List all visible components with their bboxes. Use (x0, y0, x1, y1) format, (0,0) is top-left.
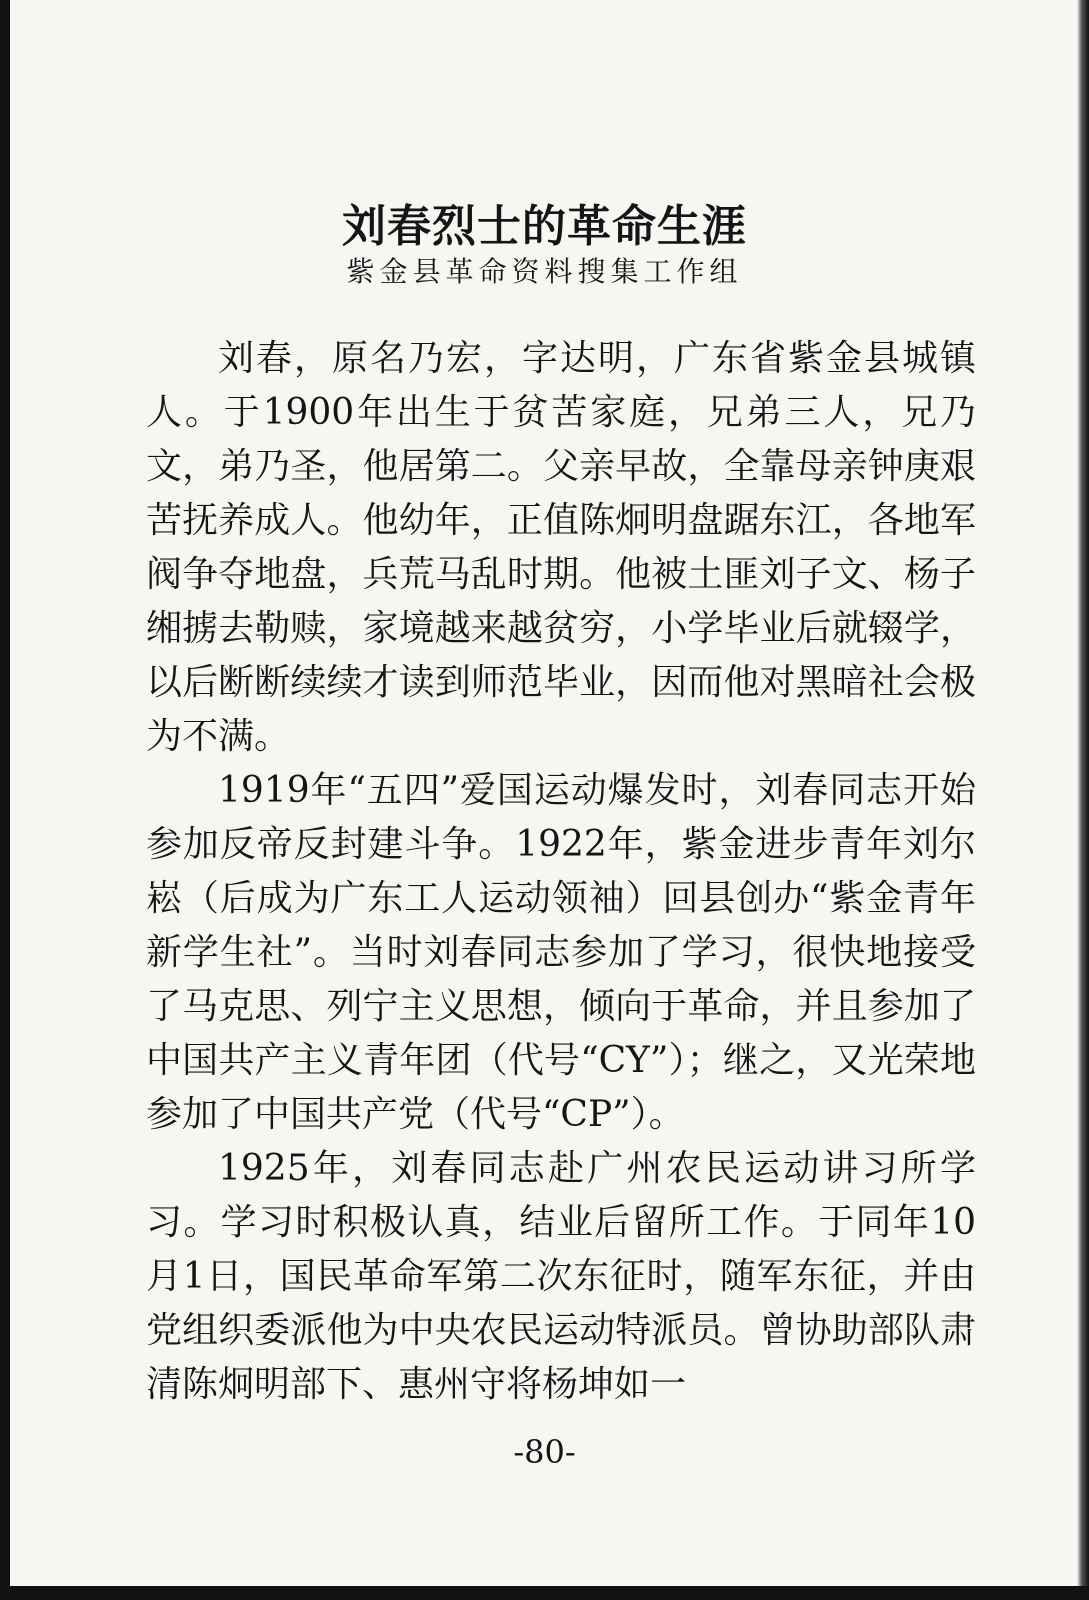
page-number: -80- (513, 1433, 576, 1471)
article-author: 紫金县革命资料搜集工作组 (346, 255, 743, 288)
scan-bottom-edge (0, 1586, 1089, 1600)
article-title: 刘春烈士的革命生涯 (342, 201, 747, 253)
paragraph-1: 刘春，原名乃宏，字达明，广东省紫金县城镇人。于1900年出生于贫苦家庭，兄弟三人，兄乃文，弟乃圣，他居第二。父亲早故，全靠母亲钟庚艰苦抚养成人。他幼年，正值陈炯明盘踞东江，各地军阀争夺地盘，兵荒马乱时期。他被土匪刘子文、杨子缃掳去勒赎，家境越来越贫穷，小学毕业后就辍学，以后断断续续才读到师范毕业，因而他对黑暗社会极为不满。 (146, 338, 976, 757)
paragraph-3: 1925年，刘春同志赴广州农民运动讲习所学习。学习时积极认真，结业后留所工作。于同年10月1日，国民革命军第二次东征时，随军东征，并由党组织委派他为中央农民运动特派员。曾协助部队肃清陈炯明部下、惠州守将杨坤如一 (146, 1148, 976, 1405)
paragraph-2: 1919年“五四”爱国运动爆发时，刘春同志开始参加反帝反封建斗争。1922年，紫金进步青年刘尔崧（后成为广东工人运动领袖）回县创办“紫金青年新学生社”。当时刘春同志参加了学习，很快地接受了马克思、列宁主义思想，倾向于革命，并且参加了中国共产主义青年团（代号“CY”）；继之，又光荣地参加了中国共产党（代号“CP”）。 (146, 770, 976, 1135)
article-body (146, 332, 976, 1412)
